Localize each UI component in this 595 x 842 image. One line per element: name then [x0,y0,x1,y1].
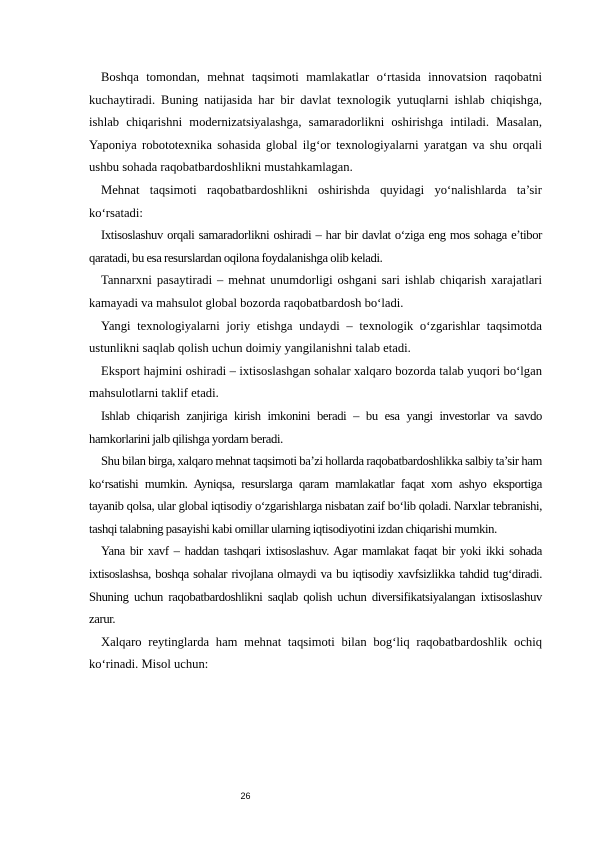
paragraph-innovation-competition: Boshqa tomondan, mehnat taqsimoti mamlakatlar o‘rtasida innovatsion raqobatni kuchaytiradi. Buning natijasida har bir davlat texnologik yutuqlarni ishlab chiqishga, ishlab chiqarishni modernizatsiyalashga, samaradorlikni oshirishga intiladi. Masalan, Yaponiya robototexnika sohasida global ilg‘or texnologiyalarni yaratgan va shu orqali ushbu sohada raqobatbardoshlikni mustahkamlagan. [89,70,542,175]
paragraph-directions-intro: Mehnat taqsimoti raqobatbardoshlikni oshirishda quyidagi yo‘nalishlarda ta’sir ko‘rsatadi: [89,182,542,220]
paragraph-new-technologies: Yangi texnologiyalarni joriy etishga undaydi – texnologik o‘zgarishlar taqsimotda ustunlikni saqlab qolish uchun doimiy yangilanishni talab etadi. [89,318,542,356]
page-number-footer [0,790,595,802]
paragraph-negative-effects: Shu bilan birga, xalqaro mehnat taqsimoti ba’zi hollarda raqobatbardoshlikka salbiy ta’sir ham ko‘rsatishi mumkin. Ayniqsa, resurslarga qaram mamlakatlar faqat xom ashyo eksportiga tayanib qolsa, ular global iqtisodiy o‘zgarishlarga nisbatan zaif bo‘lib qoladi. Narxlar tebranishi, tashqi talabning pasayishi kabi omillar ularning iqtisodiyotini izdan chiqarishi mumkin. [89,454,542,536]
paragraph-export-volume: Eksport hajmini oshiradi – ixtisoslashgan sohalar xalqaro bozorda talab yuqori bo‘lgan mahsulotlarni taklif etadi. [89,363,542,401]
paragraph-production-chain: Ishlab chiqarish zanjiriga kirish imkonini beradi – bu esa yangi investorlar va savdo hamkorlarini jalb qilishga yordam beradi. [89,408,542,446]
page-number: 26 [240,791,251,801]
paragraph-specialization-efficiency: Ixtisoslashuv orqali samaradorlikni oshiradi – har bir davlat o‘ziga eng mos sohaga e’tibor qaratadi, bu esa resurslardan oqilona foydalanishga olib keladi. [89,228,542,265]
paragraph-over-specialization: Yana bir xavf – haddan tashqari ixtisoslashuv. Agar mamlakat faqat bir yoki ikki sohada ixtisoslashsa, boshqa sohalar rivojlana olmaydi va bu iqtisodiy xavfsizlikka tahdid tug‘diradi. Shuning uchun raqobatbardoshlikni saqlab qolish uchun diversifikatsiyalangan ixtisoslashuv zarur. [89,544,542,627]
paragraph-cost-reduction: Tannarxni pasaytiradi – mehnat unumdorligi oshgani sari ishlab chiqarish xarajatlari kamayadi va mahsulot global bozorda raqobatbardosh bo‘ladi. [89,273,542,310]
paragraph-international-ratings: Xalqaro reytinglarda ham mehnat taqsimoti bilan bog‘liq raqobatbardoshlik ochiq ko‘rinadi. Misol uchun: [89,634,542,672]
page-body [89,66,542,676]
